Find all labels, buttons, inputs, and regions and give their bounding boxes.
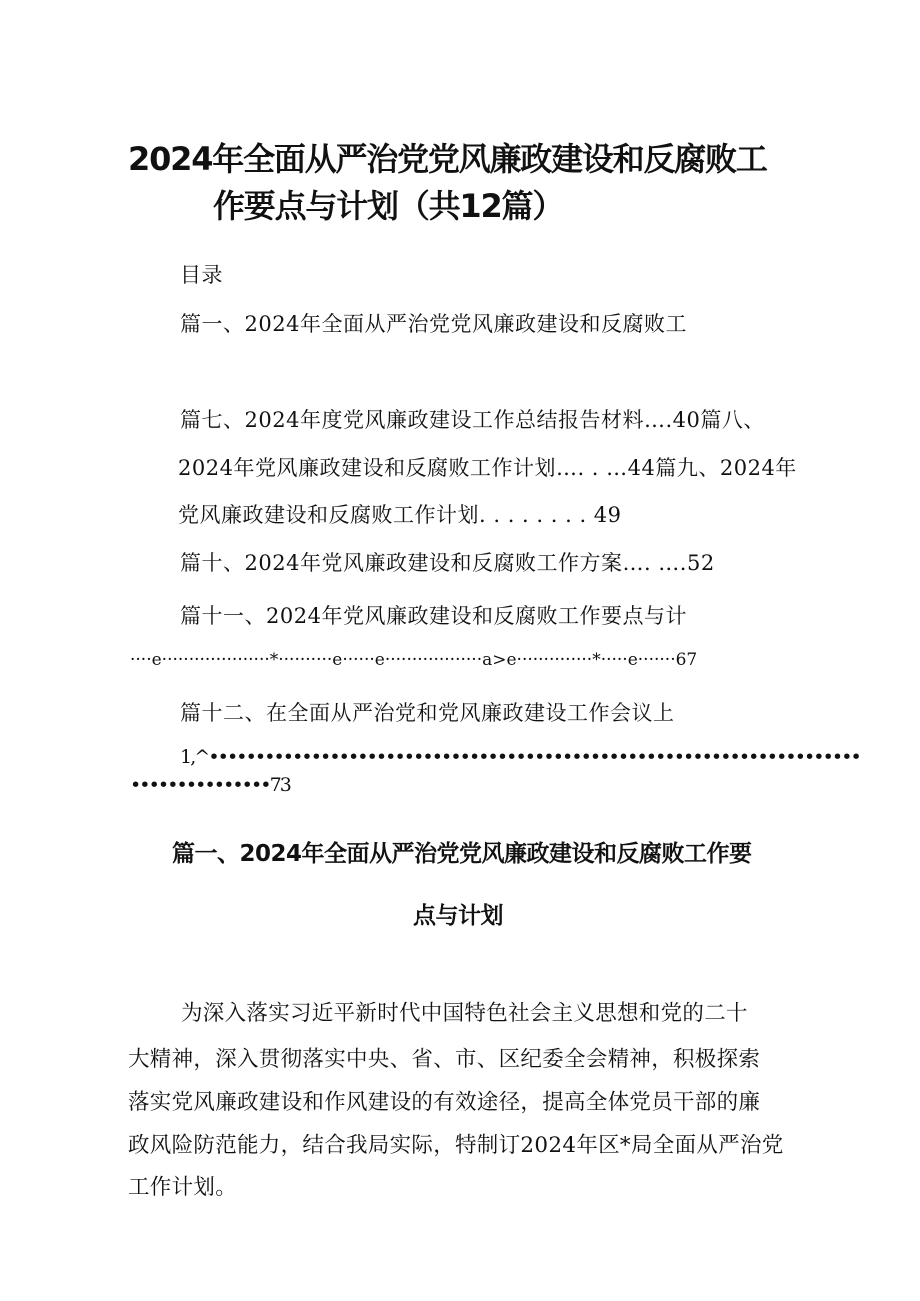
paragraph-line: 工作计划。	[128, 1175, 238, 1200]
toc-dot-leader: •••••••••••••••73	[130, 774, 290, 796]
paragraph-line: 落实党风廉政建设和作风建设的有效途径，提高全体党员干部的廉	[128, 1090, 761, 1115]
toc-entry: 2024年党风廉政建设和反腐败工作计划…. . …44篇九、2024年	[178, 456, 797, 480]
toc-heading: 目录	[180, 263, 223, 287]
paragraph-line: 为深入落实习近平新时代中国特色社会主义思想和党的二十	[181, 1001, 748, 1026]
toc-dot-leader: ····e····················*··········e······e··················a>e··············*·····e·······67	[130, 650, 698, 670]
paragraph-line: 政风险防范能力，结合我局实际，特制订2024年区*局全面从严治党	[128, 1133, 784, 1158]
section-heading-line-2: 点与计划	[413, 903, 503, 929]
document-title-line-1: 2024年全面从严治党党风廉政建设和反腐败工	[128, 140, 767, 178]
toc-entry: 党风廉政建设和反腐败工作计划. . . . . . . . 49	[178, 503, 622, 527]
toc-entry: 篇十二、在全面从严治党和党风廉政建设工作会议上	[180, 701, 675, 725]
toc-entry: 篇十、2024年党风廉政建设和反腐败工作方案…. ….52	[180, 551, 715, 575]
paragraph-line: 大精神，深入贯彻落实中央、省、市、区纪委全会精神，积极探索	[128, 1047, 761, 1072]
section-heading-line-1: 篇一、2024年全面从严治党党风廉政建设和反腐败工作要	[172, 841, 752, 867]
toc-entry: 篇一、2024年全面从严治党党风廉政建设和反腐败工	[180, 312, 687, 336]
toc-dot-leader: 1,^••••••••••••••••••••••••••••••••••••••••••••••••••••••••••••••••••••••	[180, 746, 860, 768]
document-title-line-2: 作要点与计划（共12篇）	[213, 187, 564, 225]
toc-entry: 篇七、2024年度党风廉政建设工作总结报告材料….40篇八、	[180, 408, 765, 432]
toc-entry: 篇十一、2024年党风廉政建设和反腐败工作要点与计	[180, 604, 687, 628]
